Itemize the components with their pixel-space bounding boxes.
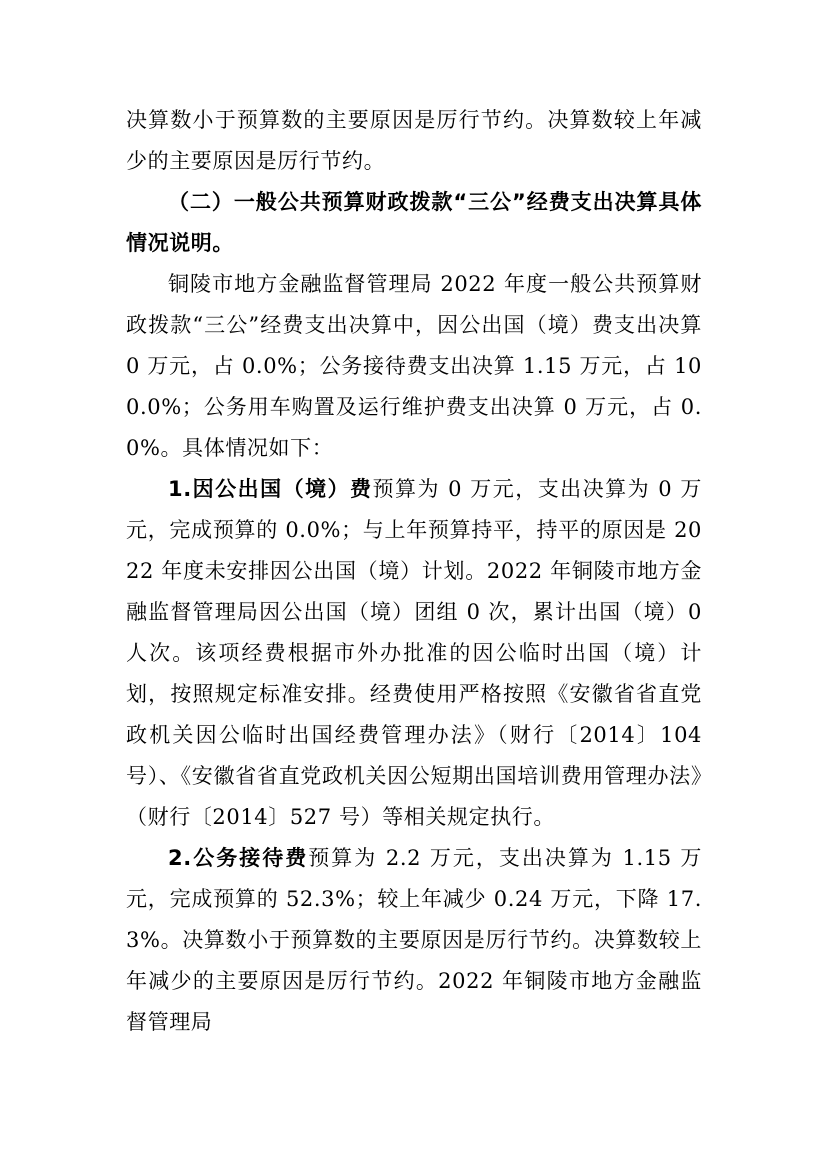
- item-2-title: 2.公务接待费: [168, 846, 309, 870]
- paragraph-continued: 决算数小于预算数的主要原因是厉行节约。决算数较上年减少的主要原因是厉行节约。: [126, 108, 702, 173]
- section-heading: （二）一般公共预算财政拨款“三公”经费支出决算具体情况说明。: [126, 190, 702, 255]
- item-1-body: 预算为 0 万元，支出决算为 0 万元，完成预算的 0.0%；与上年预算持平，持平的原因是 2022 年度未安排因公出国（境）计划。2022 年铜陵市地方金融监督管理局因公出国（境）团组 0 次，累计出国（境）0 人次。该项经费根据市外办批准的因公临时出国（境）计划，按照规定标准安排。经费使用严格按照《安徽省省直党政机关因公临时出国经费管理办法》（财行〔2014〕104 号）、《安徽省省直党政机关因公短期出国培训费用管理办法》（财行〔2014〕527 号）等相关规定执行。: [126, 477, 702, 829]
- item-1-title: 1.因公出国（境）费: [168, 477, 373, 501]
- document-body: [126, 100, 702, 1043]
- paragraph-item-1: [126, 469, 702, 838]
- paragraph-item-2: [126, 838, 702, 1043]
- paragraph-summary: 铜陵市地方金融监督管理局 2022 年度一般公共预算财政拨款“三公”经费支出决算中，因公出国（境）费支出决算 0 万元，占 0.0%；公务接待费支出决算 1.15 万元，占 100.0%；公务用车购置及运行维护费支出决算 0 万元，占 0.0%。具体情况如下：: [126, 272, 702, 460]
- item-2-body: 预算为 2.2 万元，支出决算为 1.15 万元，完成预算的 52.3%；较上年减少 0.24 万元，下降 17.3%。决算数小于预算数的主要原因是厉行节约。决算数较上年减少的主要原因是厉行节约。2022 年铜陵市地方金融监督管理局: [126, 846, 702, 1034]
